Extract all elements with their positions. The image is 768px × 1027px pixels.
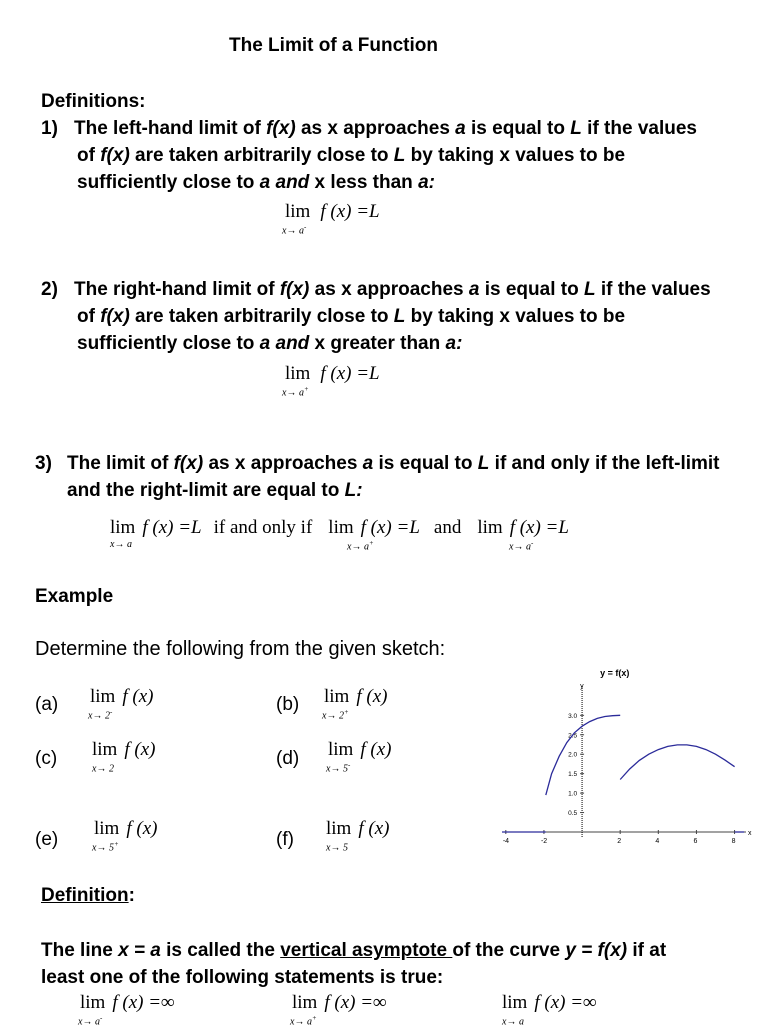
x-tick-label: 8 (731, 838, 736, 845)
def1-number: 1) (41, 118, 58, 139)
x-tick-label: 2 (617, 838, 622, 845)
problem-e-expression: lim x→ 5+ f (x) (92, 818, 158, 854)
y-tick-label: 2.5 (568, 732, 578, 740)
x-tick-label: 4 (655, 838, 660, 845)
definition-heading: Definition: (41, 885, 135, 906)
def1-formula: lim x→ a- f (x) =L (282, 201, 380, 237)
page-title: The Limit of a Function (229, 35, 438, 56)
y-tick-label: 2.0 (568, 751, 578, 759)
problem-c-label: (c) (35, 748, 58, 769)
def3-formula: lim x→ a f (x) =L if and only if lim x→ a+ f (x) =L and lim x→ a- f (x) =L (110, 517, 569, 553)
asymptote-formula-left: lim x→ a- f (x) =∞ (78, 992, 175, 1027)
problem-a-label: (a) (35, 694, 59, 715)
x-tick-label: 6 (693, 838, 698, 845)
curve-segment-2 (620, 745, 734, 780)
def2-number: 2) (41, 279, 58, 300)
asymptote-line2: least one of the following statements is true: (41, 967, 444, 988)
y-tick-label: 1.5 (568, 771, 578, 779)
y-tick-label: 1.0 (568, 790, 578, 798)
asymptote-formula-right: lim x→ a+ f (x) =∞ (290, 992, 387, 1027)
def3-line1: The limit of f(x) as x approaches a is equal to L if and only if the left-limit (67, 453, 720, 474)
x-tick-label: -2 (540, 838, 548, 845)
problem-d-expression: lim x→ 5- f (x) (326, 739, 392, 775)
problem-f-expression: lim x→ 5 f (x) (326, 818, 390, 854)
problem-a-expression: lim x→ 2- f (x) (88, 686, 154, 722)
function-sketch (498, 662, 768, 852)
problem-f-label: (f) (276, 829, 294, 850)
def2-line2: of f(x) are taken arbitrarily close to L by taking x values to be (77, 306, 626, 327)
example-prompt: Determine the following from the given sketch: (35, 638, 446, 660)
def2-line1: The right-hand limit of f(x) as x approaches a is equal to L if the values (74, 279, 711, 300)
asymptote-line1: The line x = a is called the vertical asymptote of the curve y = f(x) if at (41, 940, 667, 961)
definitions-heading: Definitions: (41, 91, 146, 112)
def1-line2: of f(x) are taken arbitrarily close to L by taking x values to be (77, 145, 626, 166)
def1-line1: The left-hand limit of f(x) as x approaches a is equal to L if the values (74, 118, 697, 139)
y-tick-label: 0.5 (568, 810, 578, 818)
axis-ticks (503, 713, 736, 845)
curve-segment-1 (546, 712, 620, 795)
problem-b-label: (b) (276, 694, 300, 715)
def2-formula: lim x→ a+ f (x) =L (282, 363, 380, 399)
problem-e-label: (e) (35, 829, 59, 850)
chart-title: y = f(x) (600, 668, 630, 678)
x-axis-label: x (748, 830, 752, 837)
problem-d-label: (d) (276, 748, 300, 769)
def2-line3: sufficiently close to a and x greater than a: (77, 333, 463, 354)
example-heading: Example (35, 586, 114, 607)
def3-line2: and the right-limit are equal to L: (67, 480, 363, 501)
curves (502, 712, 744, 832)
y-tick-label: 3.0 (568, 712, 578, 720)
def1-line3: sufficiently close to a and x less than a: (77, 172, 435, 193)
problem-b-expression: lim x→ 2+ f (x) (322, 686, 388, 722)
problem-c-expression: lim x→ 2 f (x) (92, 739, 156, 775)
def3-number: 3) (35, 453, 52, 474)
x-tick-label: -4 (502, 838, 510, 845)
asymptote-formula-both: lim x→ a f (x) =∞ (502, 992, 597, 1027)
y-axis-label: y (580, 683, 584, 690)
